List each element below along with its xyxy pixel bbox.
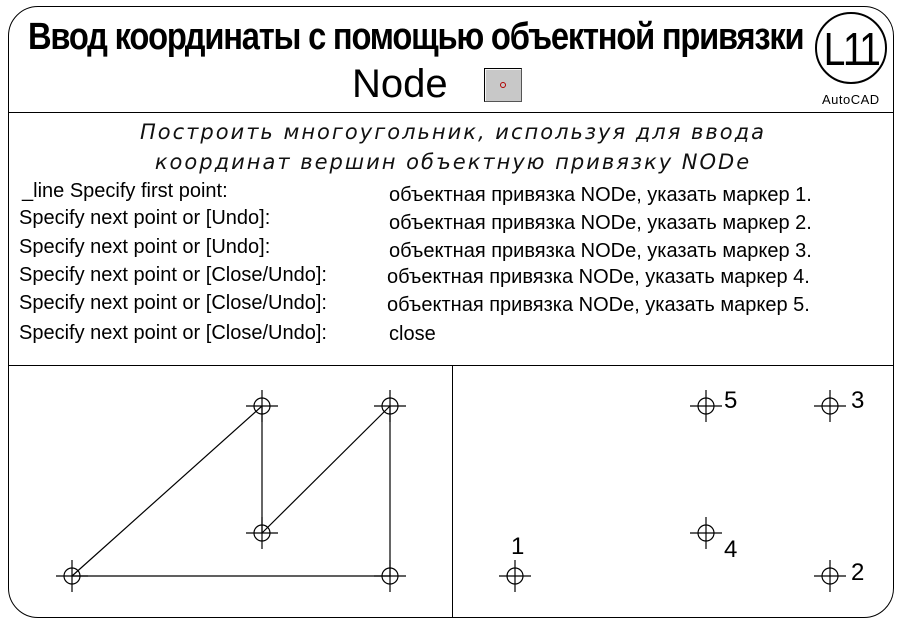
node-marker-3: [814, 390, 846, 422]
polyline-result: [72, 406, 390, 576]
node-marker-1: [499, 560, 531, 592]
node-marker: [374, 560, 406, 592]
command-prompt: Specify next point or [Close/Undo]:: [19, 264, 327, 286]
brand-label: AutoCAD: [822, 92, 880, 107]
node-marker-4: [690, 517, 722, 549]
polyline-segment: [72, 406, 262, 576]
node-marker: [56, 560, 88, 592]
marker-label-5: 5: [724, 387, 738, 414]
page-title: Ввод координаты с помощью объектной привязки: [28, 16, 804, 58]
command-action: close: [389, 323, 436, 345]
marker-label-1: 1: [511, 533, 525, 560]
marker-label-4: 4: [724, 536, 738, 563]
node-marker-5: [690, 390, 722, 422]
right-markers: [499, 390, 846, 592]
command-prompt: Specify next point or [Undo]:: [19, 207, 271, 229]
left-markers: [56, 390, 406, 592]
command-prompt: Specify next point or [Undo]:: [19, 236, 271, 258]
command-action: объектная привязка NODe, указать маркер 2.: [389, 212, 812, 234]
command-action: объектная привязка NODe, указать маркер 1.: [389, 184, 812, 206]
node-marker-2: [814, 560, 846, 592]
task-line-1: Построить многоугольник, используя для ввода: [139, 120, 767, 144]
command-prompt: Specify next point or [Close/Undo]:: [19, 322, 327, 344]
command-prompt: Specify next point or [Close/Undo]:: [19, 292, 327, 314]
command-prompt: _line Specify first point:: [22, 180, 228, 202]
polyline-segment: [262, 406, 390, 533]
command-action: объектная привязка NODe, указать маркер 4.: [387, 266, 810, 288]
command-action: объектная привязка NODe, указать маркер 5.: [387, 294, 810, 316]
task-line-2: координат вершин объектную привязку NODe: [154, 150, 752, 174]
node-marker: [246, 390, 278, 422]
marker-label-3: 3: [851, 387, 865, 414]
marker-label-2: 2: [851, 559, 865, 586]
page-subtitle: Node: [352, 62, 448, 106]
command-action: объектная привязка NODe, указать маркер 3.: [389, 240, 812, 262]
lesson-badge-label: L11: [823, 23, 879, 75]
